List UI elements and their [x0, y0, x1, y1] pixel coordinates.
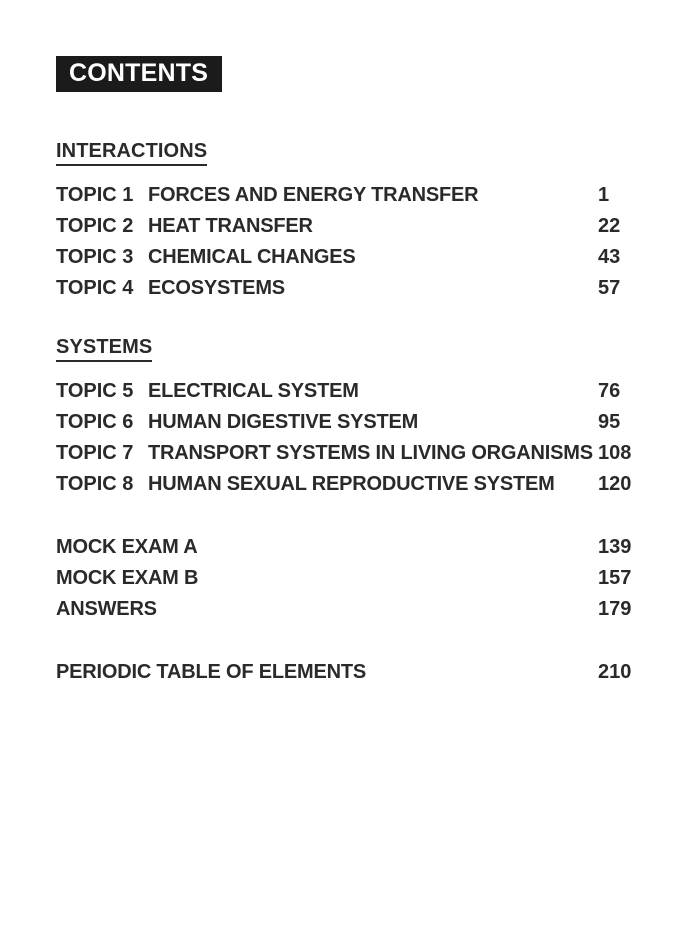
toc-row [56, 376, 688, 407]
toc-row [56, 407, 688, 438]
section-entries [56, 376, 688, 500]
page-number: 210 [598, 661, 632, 683]
topic-title: HEAT TRANSFER [148, 215, 313, 237]
page-number: 76 [598, 380, 621, 402]
page-number: 108 [598, 442, 632, 464]
toc-row [56, 563, 688, 594]
section-entries [56, 532, 688, 625]
entry-title: PERIODIC TABLE OF ELEMENTS [56, 661, 366, 683]
page-number: 139 [598, 536, 632, 558]
topic-title: TRANSPORT SYSTEMS IN LIVING ORGANISMS [148, 442, 593, 464]
toc-row [56, 242, 688, 273]
page-title: CONTENTS [56, 56, 222, 92]
topic-title: FORCES AND ENERGY TRANSFER [148, 184, 479, 206]
section-mock-exams [56, 532, 688, 625]
page-number: 179 [598, 598, 632, 620]
toc-row [56, 180, 688, 211]
section-interactions [56, 140, 688, 304]
toc-row [56, 657, 688, 688]
page-number: 43 [598, 246, 621, 268]
page-number: 22 [598, 215, 621, 237]
topic-label: TOPIC 4 [56, 277, 134, 299]
section-entries [56, 180, 688, 304]
page-number: 157 [598, 567, 632, 589]
page-number: 95 [598, 411, 621, 433]
topic-label: TOPIC 1 [56, 184, 134, 206]
topic-label: TOPIC 7 [56, 442, 134, 464]
section-entries [56, 657, 688, 688]
entry-title: MOCK EXAM A [56, 536, 198, 558]
page-number: 57 [598, 277, 621, 299]
toc-row [56, 469, 688, 500]
topic-title: ELECTRICAL SYSTEM [148, 380, 359, 402]
entry-title: ANSWERS [56, 598, 157, 620]
topic-label: TOPIC 5 [56, 380, 134, 402]
section-systems [56, 336, 688, 500]
topic-label: TOPIC 8 [56, 473, 134, 495]
toc-row [56, 438, 688, 469]
toc-row [56, 211, 688, 242]
entry-title: MOCK EXAM B [56, 567, 199, 589]
toc-row [56, 594, 688, 625]
topic-label: TOPIC 3 [56, 246, 134, 268]
section-heading: INTERACTIONS [56, 140, 207, 166]
toc-row [56, 273, 688, 304]
section-periodic-table [56, 657, 688, 688]
topic-title: CHEMICAL CHANGES [148, 246, 356, 268]
topic-title: ECOSYSTEMS [148, 277, 285, 299]
topic-title: HUMAN DIGESTIVE SYSTEM [148, 411, 419, 433]
page-number: 120 [598, 473, 632, 495]
topic-label: TOPIC 6 [56, 411, 134, 433]
section-heading: SYSTEMS [56, 336, 152, 362]
page-number: 1 [598, 184, 610, 206]
topic-title: HUMAN SEXUAL REPRODUCTIVE SYSTEM [148, 473, 555, 495]
topic-label: TOPIC 2 [56, 215, 134, 237]
toc-row [56, 532, 688, 563]
